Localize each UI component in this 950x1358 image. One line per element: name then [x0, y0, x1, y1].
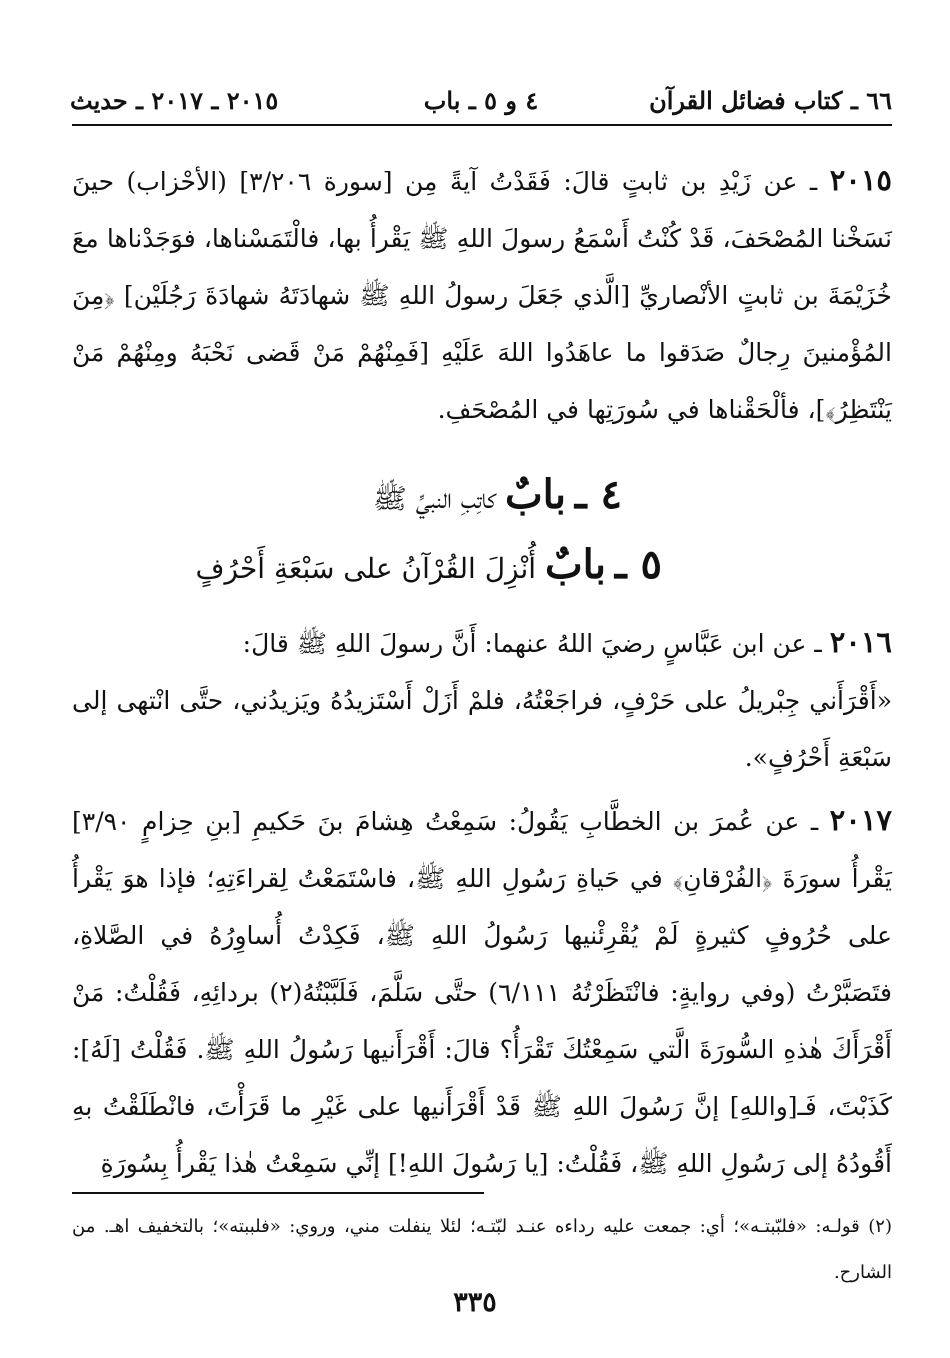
hadith-2016-quote: «أَقْرَأَني جِبْريلُ على حَرْفٍ، فراجَعْتُهُ، فلمْ أَزَلْ أَسْتَزيدُهُ ويَزيدُني، حتَّى انْتهى إلى سَبْعَةِ أَحْرُفٍ».: [72, 686, 892, 772]
hadith-text: ـ عن ابن عَبَّاسٍ رضيَ اللهُ عنهما: أَنَّ رسولَ اللهِ ﷺ قالَ:: [242, 629, 822, 658]
header-chapter: ٤ و ٥ ـ باب: [423, 86, 539, 115]
hadith-number: ٢٠١٥: [829, 163, 892, 197]
chapter-heading-5: [72, 532, 892, 602]
header-rule: [72, 124, 892, 126]
footnote: (٢) قولـه: «فلبّبتـه»؛ أي: جمعت عليه رداءه عنـد لبّتـه؛ لئلا ينفلت مني، وروي: «فلببته»؛ بالتخفيف اهـ. من الشارح.: [72, 1216, 892, 1283]
chapter-number: ٥ ـ: [614, 541, 662, 588]
page-number: ٣٣٥: [453, 1287, 497, 1318]
hadith-2015: [72, 152, 892, 438]
header-book-title: ٦٦ ـ كتاب فضائل القرآن: [649, 86, 892, 115]
hadith-text: ـ عن زَيْدِ بن ثابتٍ قالَ: فَقَدْتُ آيةً مِن [سورة ٣/٢٠٦] (الأحْزاب) حينَ نَسَخْنا المُصْحَفَ، قَدْ كُنْتُ أَسْمَعُ رسولَ اللهِ ﷺ يَقْرأُ بها، فالْتَمَسْناها، فوَجَدْناها معَ خُزَيْمَةَ بن ثابتٍ الأنْصاريِّ [الَّذي جَعَلَ رسولُ اللهِ ﷺ شهادَتَهُ شهادَةَ رَجُلَيْن] ﴿مِنَ المُؤْمنينَ رِجالٌ صَدَقوا ما عاهَدُوا اللهَ عَلَيْهِ [فَمِنْهُمْ مَنْ قَضى نَحْبَهُ ومِنْهُمْ مَنْ يَنْتَظِرُ﴾]، فألْحَقْناها في سُورَتِها في المُصْحَفِ.: [72, 167, 892, 424]
hadith-2017: [72, 792, 892, 1192]
chapter-word: بابٌ: [504, 471, 566, 518]
chapter-number: ٤ ـ: [574, 471, 622, 518]
hadith-text: ـ عن عُمرَ بن الخطَّابِ يَقُولُ: سَمِعْتُ هِشامَ بنَ حَكيمِ [بنِ حِزامٍ ٣/٩٠] يَقْرأُ سورَةَ ﴿الفُرْقانِ﴾ في حَياةِ رَسُولِ اللهِ ﷺ، فاسْتَمَعْتُ لِقراءَتِهِ؛ فإذا هوَ يَقْرأُ على حُرُوفٍ كثيرةٍ لَمْ يُقْرِئْنيها رَسُولُ اللهِ ﷺ، فَكِدْتُ أُساوِرُهُ في الصَّلاةِ، فتَصَبَّرْتُ (وفي روايةٍ: فانْتَظَرْتُهُ ٦/١١١) حتَّى سَلَّمَ، فَلَبَّبْتُهُ(٢) بردائِهِ، فَقُلْتُ: مَنْ أَقْرَأَكَ هٰذهِ السُّورَةَ الَّتي سَمِعْتُكَ تَقْرَأُ؟ قالَ: أَقْرَأَنيها رَسُولُ اللهِ ﷺ. فَقُلْتُ [لَهُ]: كَذَبْتَ، فَـ[واللهِ] إنَّ رَسُولَ اللهِ ﷺ قَدْ أَقْرَأَنيها على غَيْرِ ما قَرَأْتَ، فانْطَلَقْتُ بهِ أَقُودُهُ إلى رَسُولِ اللهِ ﷺ، فَقُلْتُ: [يا رَسُولَ اللهِ!] إنِّي سَمِعْتُ هٰذا يَقْرأُ بِسُورَةِ: [72, 807, 892, 1178]
chapter-word: بابٌ: [544, 541, 606, 588]
footnote-rule: [72, 1192, 484, 1194]
chapter-title: كاتِبِ النبيِّ ﷺ: [373, 482, 497, 515]
header-hadith-range: ٢٠١٥ ـ ٢٠١٧ ـ حديث: [70, 86, 279, 115]
chapter-title: أُنْزِلَ القُرْآنُ على سَبْعَةِ أَحْرُفٍ: [195, 552, 537, 585]
hadith-number: ٢٠١٦: [829, 625, 892, 659]
page-body: [72, 152, 892, 1192]
running-header: [70, 86, 892, 120]
hadith-2016-intro: [72, 614, 892, 672]
hadith-number: ٢٠١٧: [829, 803, 892, 837]
chapter-heading-4: [72, 462, 892, 532]
